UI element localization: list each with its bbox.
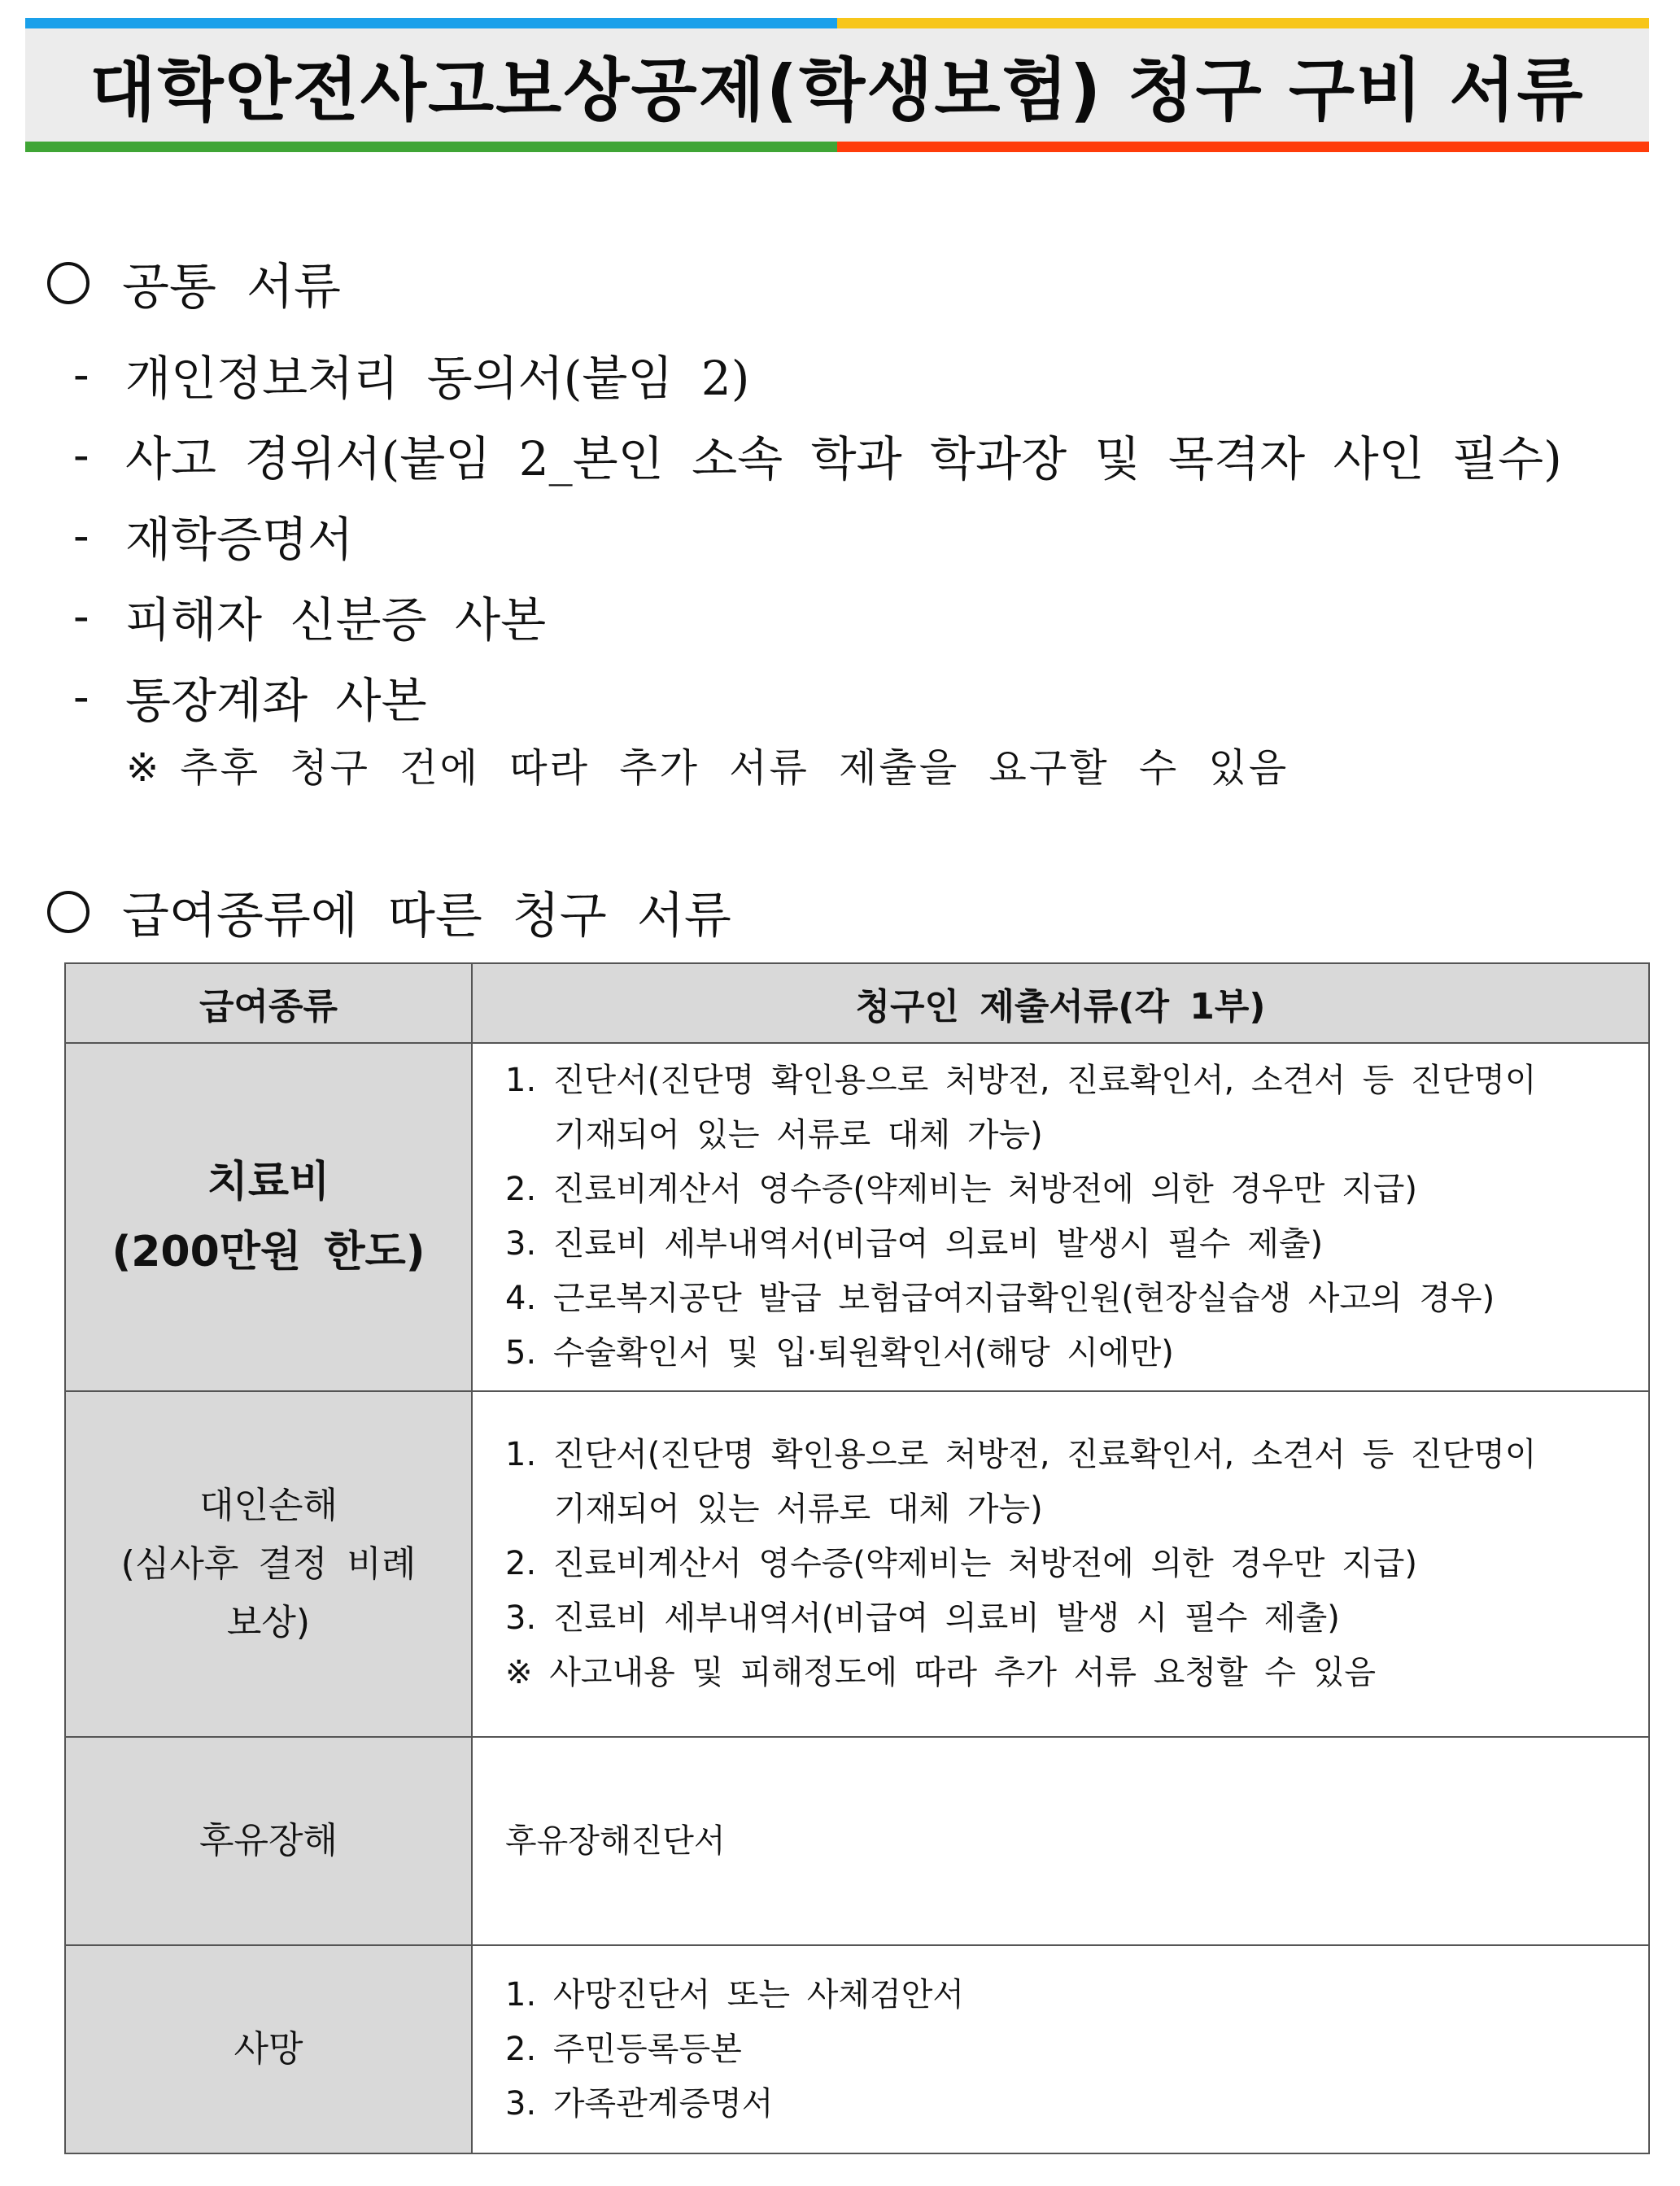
document-line: 후유장해진단서 xyxy=(505,1822,726,1860)
document-line: 기재되어 있는 서류로 대체 가능) xyxy=(554,1116,1043,1154)
document-line: 1. 진단서(진단명 확인용으로 처방전, 진료확인서, 소견서 등 진단명이 xyxy=(505,1436,1537,1473)
benefit-type-label: 치료비 xyxy=(207,1158,330,1206)
list-item-text: 재학증명서 xyxy=(125,511,354,567)
benefit-type-sublabel: (200만원 한도) xyxy=(111,1228,425,1276)
dash-bullet: - xyxy=(73,587,89,644)
table-row-personal-injury xyxy=(65,1391,1649,1737)
list-item-text: 피해자 신분증 사본 xyxy=(125,591,547,648)
claim-documents-table xyxy=(64,962,1650,2154)
accent-bar-yellow xyxy=(837,18,1649,28)
document-title: 대학안전사고보상공제(학생보험) 청구 구비 서류 xyxy=(89,50,1585,130)
document-line: 1. 사망진단서 또는 사체검안서 xyxy=(505,1975,964,2014)
benefit-type-cell xyxy=(65,1737,472,1945)
benefit-type-sublabel: (심사후 결정 비례 xyxy=(120,1542,417,1585)
document-line: 5. 수술확인서 및 입·퇴원확인서(해당 시에만) xyxy=(505,1334,1174,1372)
document-line: 1. 진단서(진단명 확인용으로 처방전, 진료확인서, 소견서 등 진단명이 xyxy=(505,1062,1537,1099)
document-line: 3. 진료비 세부내역서(비급여 의료비 발생 시 필수 제출) xyxy=(505,1599,1340,1637)
accent-bar-green xyxy=(25,142,837,152)
document-line: 기재되어 있는 서류로 대체 가능) xyxy=(554,1490,1043,1528)
benefit-type-label: 사망 xyxy=(233,2028,303,2070)
accent-bar-red xyxy=(837,142,1649,152)
required-documents-cell xyxy=(472,1391,1649,1737)
document-line: 3. 가족관계증명서 xyxy=(505,2084,774,2123)
dash-bullet: - xyxy=(73,426,89,482)
required-documents-cell xyxy=(472,1737,1649,1945)
benefit-type-sublabel: 보상) xyxy=(226,1601,311,1643)
list-item xyxy=(73,575,1562,656)
note-text: 추후 청구 건에 따라 추가 서류 제출을 요구할 수 있음 xyxy=(180,745,1289,791)
title-banner xyxy=(25,18,1649,152)
benefit-type-label: 대인손해 xyxy=(199,1484,338,1526)
column-header-documents: 청구인 제출서류(각 1부) xyxy=(472,963,1649,1043)
list-item xyxy=(73,414,1562,495)
benefit-section-heading xyxy=(47,877,731,947)
benefit-type-cell xyxy=(65,1391,472,1737)
required-documents-cell xyxy=(472,1945,1649,2153)
common-section-title: 공통 서류 xyxy=(122,259,341,316)
benefit-section-title: 급여종류에 따른 청구 서류 xyxy=(122,888,731,945)
accent-bar-blue xyxy=(25,18,837,28)
list-item-text: 통장계좌 사본 xyxy=(125,672,427,728)
reference-mark-icon: ※ xyxy=(126,745,159,791)
required-documents-cell xyxy=(472,1043,1649,1391)
circle-bullet-icon xyxy=(47,891,89,933)
benefit-type-cell xyxy=(65,1945,472,2153)
list-item xyxy=(73,334,1562,414)
document-line: 2. 진료비계산서 영수증(약제비는 처방전에 의한 경우만 지급) xyxy=(505,1171,1418,1208)
table-row-death xyxy=(65,1945,1649,2153)
dash-bullet: - xyxy=(73,507,89,563)
additional-documents-note xyxy=(126,736,1289,792)
list-item xyxy=(73,495,1562,575)
document-line: 3. 진료비 세부내역서(비급여 의료비 발생시 필수 제출) xyxy=(505,1225,1324,1263)
document-line: 2. 진료비계산서 영수증(약제비는 처방전에 의한 경우만 지급) xyxy=(505,1545,1418,1582)
table-header-row xyxy=(65,963,1649,1043)
list-item xyxy=(73,656,1562,736)
circle-bullet-icon xyxy=(47,262,89,304)
document-line: 2. 주민등록등본 xyxy=(505,2030,742,2068)
common-section-heading xyxy=(47,248,341,318)
column-header-benefit-type: 급여종류 xyxy=(65,963,472,1043)
benefit-type-cell xyxy=(65,1043,472,1391)
document-line: ※ 사고내용 및 피해정도에 따라 추가 서류 요청할 수 있음 xyxy=(505,1654,1377,1691)
list-item-text: 개인정보처리 동의서(붙임 2) xyxy=(125,350,750,406)
table-row-permanent-disability xyxy=(65,1737,1649,1945)
benefit-type-label: 후유장해 xyxy=(199,1820,338,1861)
common-documents-list xyxy=(73,334,1562,736)
dash-bullet: - xyxy=(73,346,89,402)
list-item-text: 사고 경위서(붙임 2_본인 소속 학과 학과장 및 목격자 사인 필수) xyxy=(125,430,1562,487)
dash-bullet: - xyxy=(73,668,89,724)
document-line: 4. 근로복지공단 발급 보험급여지급확인원(현장실습생 사고의 경우) xyxy=(505,1280,1495,1317)
table-row-medical-expenses xyxy=(65,1043,1649,1391)
